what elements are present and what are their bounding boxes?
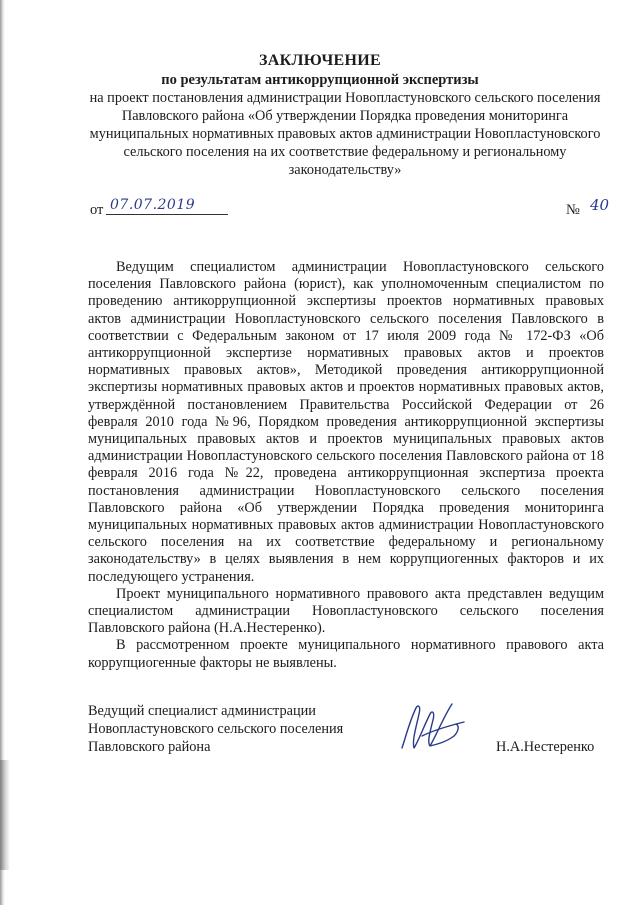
body-paragraph-2: Проект муниципального нормативного правового акта представлен ведущим специалистом администрации Новопластуновского сельского поселения Павловского района (Н.А.Нестеренко). bbox=[88, 585, 604, 637]
body-paragraph-1: Ведущим специалистом администрации Новопластуновского сельского поселения Павловского района (юрист), как уполномоченным специалистом по проведению антикоррупционной экспертизы проектов нормативных правовых актов администрации Новопластуновского сельского поселения Павловского в соответствии с Федеральным законом от 17 июля 2009 года № 172-ФЗ «Об антикоррупционной экспертизе нормативных правовых актов и проектов нормативных правовых актов», Методикой проведения антикоррупционной экспертизы нормативных правовых актов и проектов нормативных правовых актов, утверждённой постановлением Правительства Российской Федерации от 26 февраля 2010 года №96, Порядком проведения антикоррупционной экспертизы муниципальных правовых актов и проектов муниципальных правовых актов администрации Новопластуновского сельского поселения Павловского района от 18 февраля 2016 года №22, проведена антикоррупционная экспертиза проекта постановления администрации Новопластуновского сельского поселения Павловского района «Об утверждении Порядка проведения мониторинга муниципальных нормативных правовых актов администрации Новопластуновского сельского поселения на их соответствие федеральному и региональному законодательству» в целях выявления в нем коррупциогенных факторов и их последующего устранения. bbox=[88, 259, 604, 585]
signatory-position-line-3: Павловского района bbox=[88, 739, 211, 755]
body-paragraph-3: В рассмотренном проекте муниципального нормативного правового акта коррупциогенные факторы не выявлены. bbox=[88, 637, 604, 671]
date-label: от bbox=[90, 202, 104, 218]
signatory-position-line-2: Новопластуновского сельского поселения bbox=[88, 721, 344, 737]
date-number-row bbox=[90, 198, 610, 222]
signatory-name: Н.А.Нестеренко bbox=[496, 739, 595, 755]
document-title: ЗАКЛЮЧЕНИЕ bbox=[259, 52, 381, 69]
scan-edge-shadow-lower bbox=[0, 760, 10, 870]
document-body bbox=[88, 259, 604, 672]
number-label: № bbox=[566, 202, 580, 218]
document-subject: на проект постановления администрации Новопластуновского сельского поселения Павловского района «Об утверждении Порядка проведения мониторинга муниципальных нормативных правовых актов администрации Новопластуновского сельского поселения на их соответствие федеральному и региональному законодательству» bbox=[89, 90, 601, 178]
handwritten-number: 40 bbox=[590, 196, 610, 214]
document-subtitle: по результатам антикоррупционной экспертизы bbox=[161, 72, 479, 88]
handwritten-signature bbox=[394, 696, 474, 758]
signatory-position bbox=[88, 702, 388, 756]
handwritten-date: 07.07.2019 bbox=[106, 197, 228, 215]
signatory-position-line-1: Ведущий специалист администрации bbox=[88, 703, 316, 719]
